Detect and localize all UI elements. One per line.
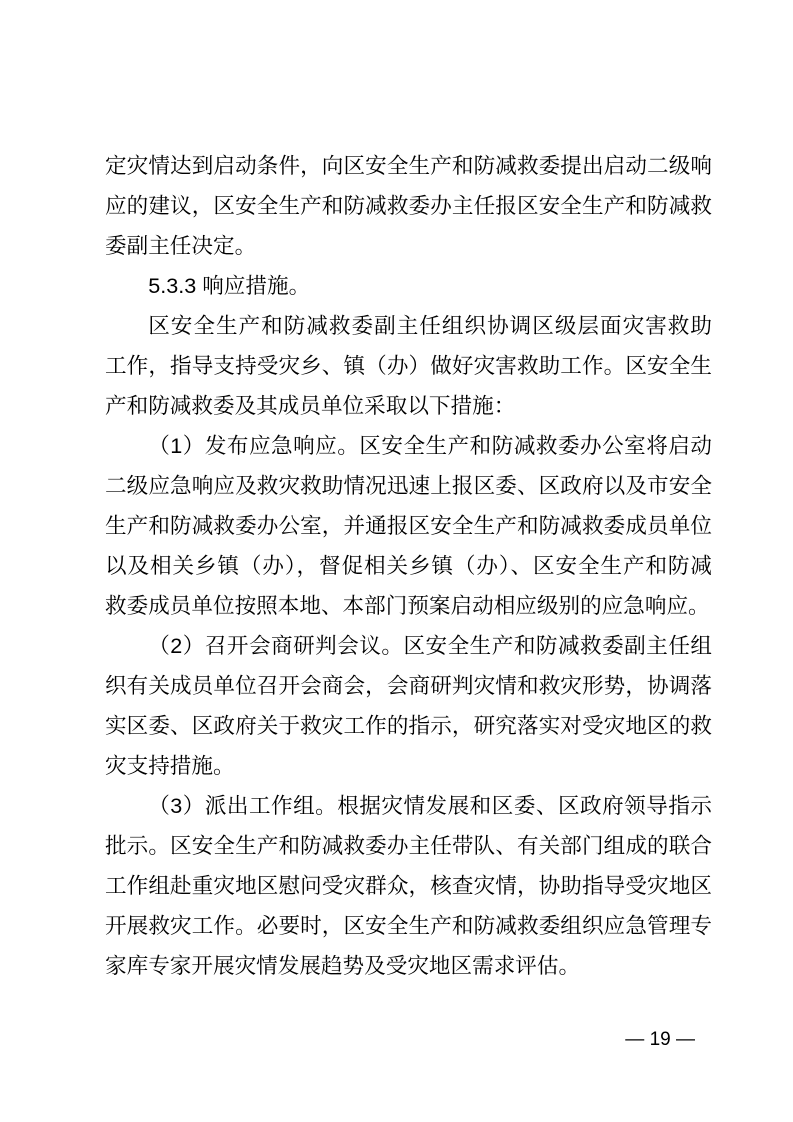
paragraph (105, 146, 712, 266)
text-line: 委副主任决定。 (105, 233, 257, 258)
text-line: 开展救灾工作。必要时，区安全生产和防减救委组织应急管理专 (105, 913, 712, 938)
text-line: 工作，指导支持受灾乡、镇（办）做好灾害救助工作。区安全生 (105, 353, 712, 378)
text-line: 批示。区安全生产和防减救委办主任带队、有关部门组成的联合 (105, 833, 712, 858)
text-line: （1）发布应急响应。区安全生产和防减救委办公室将启动 (148, 433, 712, 458)
text-line: 二级应急响应及救灾救助情况迅速上报区委、区政府以及市安全 (105, 473, 712, 498)
text-line: 家库专家开展灾情发展趋势及受灾地区需求评估。 (105, 953, 581, 978)
paragraph (105, 786, 712, 986)
paragraph (105, 266, 712, 306)
text-line: 生产和防减救委办公室，并通报区安全生产和防减救委成员单位 (105, 513, 712, 538)
paragraph (105, 426, 712, 626)
paragraph (105, 306, 712, 426)
text-line: 5.3.3 响应措施。 (148, 273, 311, 298)
text-line: （3）派出工作组。根据灾情发展和区委、区政府领导指示 (148, 793, 712, 818)
text-line: 应的建议，区安全生产和防减救委办主任报区安全生产和防减救 (105, 193, 712, 218)
text-line: 产和防减救委及其成员单位采取以下措施： (105, 393, 516, 418)
text-line: 实区委、区政府关于救灾工作的指示，研究落实对受灾地区的救 (105, 713, 712, 738)
paragraph (105, 626, 712, 786)
text-line: 救委成员单位按照本地、本部门预案启动相应级别的应急响应。 (105, 593, 710, 618)
text-line: 以及相关乡镇（办），督促相关乡镇（办）、区安全生产和防减 (105, 553, 712, 578)
text-line: 区安全生产和防减救委副主任组织协调区级层面灾害救助 (148, 313, 712, 338)
text-line: 织有关成员单位召开会商会，会商研判灾情和救灾形势，协调落 (105, 673, 712, 698)
text-line: 灾支持措施。 (105, 753, 235, 778)
document-body (105, 146, 712, 986)
page-number: — 19 — (625, 1029, 695, 1050)
text-line: 定灾情达到启动条件，向区安全生产和防减救委提出启动二级响 (105, 153, 712, 178)
text-line: （2）召开会商研判会议。区安全生产和防减救委副主任组 (148, 633, 712, 658)
text-line: 工作组赴重灾地区慰问受灾群众，核查灾情，协助指导受灾地区 (105, 873, 712, 898)
page-footer (625, 1029, 695, 1051)
